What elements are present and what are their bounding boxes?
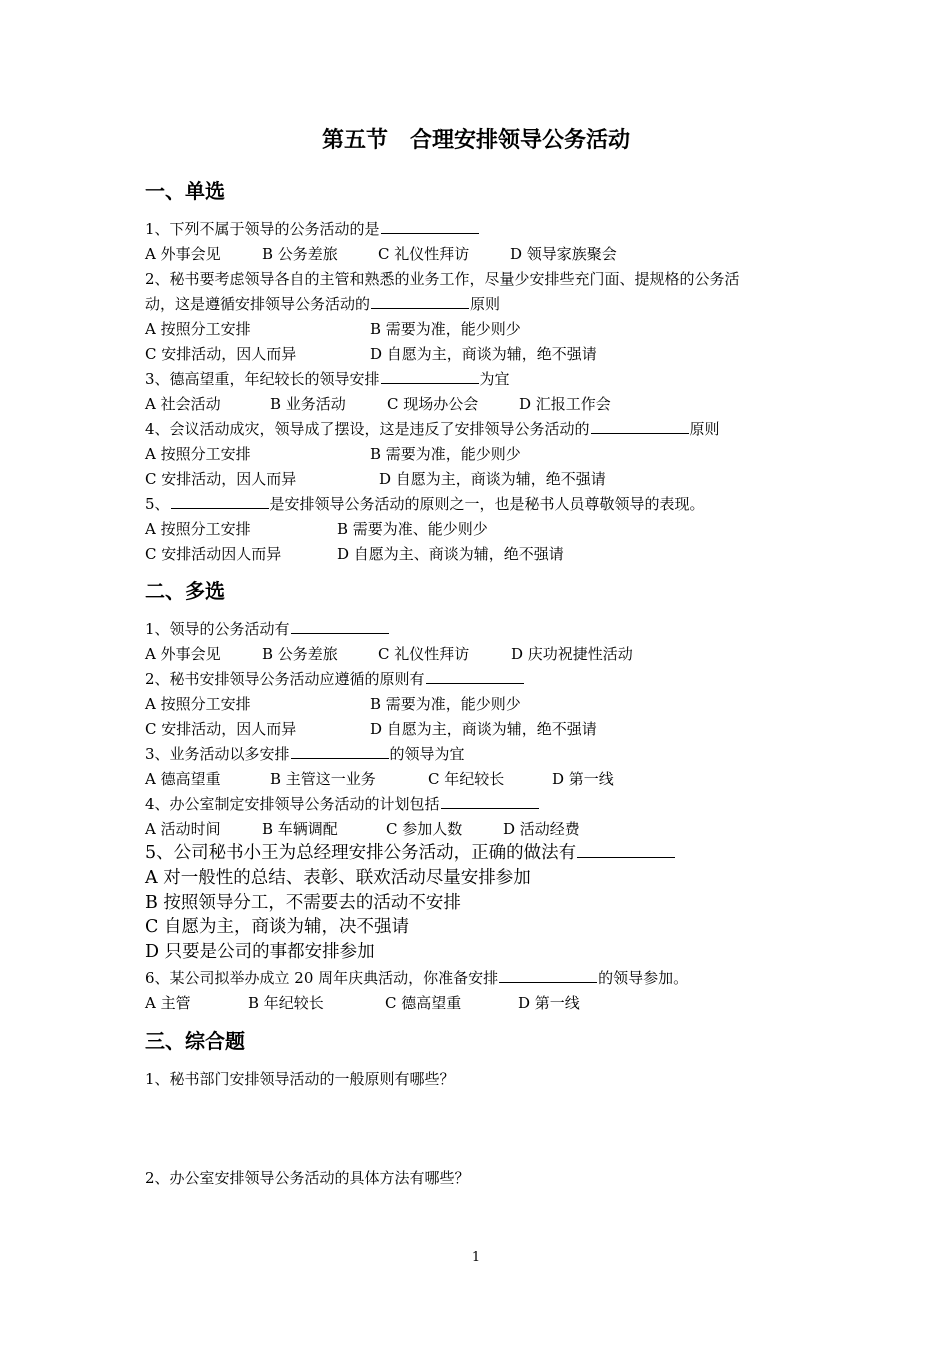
answer-blank (171, 494, 269, 509)
question-single-3 (145, 369, 510, 389)
option-c: C 安排活动，因人而异 (145, 470, 297, 488)
question-stem-end: 为宜 (479, 370, 510, 388)
option-c: C 自愿为主，商谈为辅，决不强请 (145, 917, 409, 937)
option-b: B 车辆调配 (262, 820, 338, 838)
option-b: B 需要为准，能少则少 (370, 695, 521, 713)
option-c: C 德高望重 (385, 994, 462, 1012)
question-multi-6 (145, 968, 688, 988)
option-a: A 按照分工安排 (145, 520, 251, 538)
option-d: D 自愿为主，商谈为辅，绝不强请 (370, 720, 597, 738)
answer-blank (426, 669, 524, 684)
question-stem: 3、德高望重，年纪较长的领导安排 (145, 370, 380, 388)
answer-blank (441, 794, 539, 809)
option-d: D 第一线 (552, 770, 614, 788)
question-comprehensive-2: 2、办公室安排领导公务活动的具体方法有哪些？ (145, 1169, 470, 1187)
section-heading-comprehensive: 三、综合题 (145, 1029, 245, 1053)
option-d: D 第一线 (518, 994, 580, 1012)
answer-blank (291, 744, 389, 759)
answer-blank (577, 843, 675, 858)
question-stem: 2、秘书安排领导公务活动应遵循的原则有 (145, 670, 425, 688)
answer-blank (291, 619, 389, 634)
option-b: B 需要为准，能少则少 (370, 445, 521, 463)
answer-blank (381, 219, 479, 234)
option-d: D 汇报工作会 (519, 395, 611, 413)
option-b: B 业务活动 (270, 395, 346, 413)
question-stem-end: 的领导参加。 (598, 969, 689, 987)
option-b: B 需要为准、能少则少 (337, 520, 488, 538)
answer-blank (381, 369, 479, 384)
option-a: A 对一般性的总结、表彰、联欢活动尽量安排参加 (145, 868, 531, 888)
section-heading-single-choice: 一、单选 (145, 179, 225, 203)
question-multi-3 (145, 744, 465, 764)
answer-blank (591, 419, 689, 434)
option-a: A 按照分工安排 (145, 445, 251, 463)
option-c: C 礼仪性拜访 (378, 245, 470, 263)
option-c: C 安排活动因人而异 (145, 545, 282, 563)
option-b: B 公务差旅 (262, 645, 338, 663)
page-number: 1 (471, 1250, 481, 1265)
option-a: A 主管 (145, 994, 191, 1012)
question-single-5 (145, 494, 705, 514)
option-c: C 安排活动，因人而异 (145, 720, 297, 738)
option-b: B 主管这一业务 (270, 770, 376, 788)
option-d: D 自愿为主、商谈为辅，绝不强请 (337, 545, 564, 563)
option-d: D 庆功祝捷性活动 (511, 645, 633, 663)
question-multi-1 (145, 619, 390, 639)
question-stem: 4、会议活动成灾，领导成了摆设，这是违反了安排领导公务活动的 (145, 420, 590, 438)
answer-blank (499, 968, 597, 983)
page-title: 第五节 合理安排领导公务活动 (321, 128, 630, 153)
option-c: C 现场办公会 (387, 395, 479, 413)
option-a: A 德高望重 (145, 770, 221, 788)
option-b: B 年纪较长 (248, 994, 324, 1012)
option-d: D 自愿为主，商谈为辅，绝不强请 (370, 345, 597, 363)
option-d: D 活动经费 (503, 820, 580, 838)
question-multi-4 (145, 794, 540, 814)
question-stem: 5、 (145, 495, 170, 513)
answer-blank (371, 294, 469, 309)
option-b: B 需要为准，能少则少 (370, 320, 521, 338)
question-stem: 动，这是遵循安排领导公务活动的 (145, 295, 371, 313)
question-stem: 1、领导的公务活动有 (145, 620, 290, 638)
question-multi-5 (145, 841, 676, 865)
option-c: C 安排活动，因人而异 (145, 345, 297, 363)
question-stem: 5、公司秘书小王为总经理安排公务活动，正确的做法有 (145, 843, 577, 863)
option-b: B 按照领导分工，不需要去的活动不安排 (145, 893, 461, 913)
question-stem: 3、业务活动以多安排 (145, 745, 290, 763)
option-d: D 领导家族聚会 (510, 245, 617, 263)
question-single-2-line1: 2、秘书要考虑领导各自的主管和熟悉的业务工作，尽量少安排些充门面、提规格的公务活 (145, 270, 740, 288)
question-stem: 4、办公室制定安排领导公务活动的计划包括 (145, 795, 440, 813)
option-a: A 外事会见 (145, 645, 221, 663)
option-c: C 年纪较长 (428, 770, 505, 788)
question-stem-end: 原则 (689, 420, 720, 438)
question-stem-end: 原则 (470, 295, 501, 313)
question-stem-end: 的领导为宜 (389, 745, 465, 763)
option-a: A 活动时间 (145, 820, 221, 838)
option-c: C 参加人数 (386, 820, 463, 838)
section-heading-multiple-choice: 二、多选 (145, 579, 225, 603)
option-d: D 自愿为主，商谈为辅，绝不强请 (379, 470, 606, 488)
question-single-4 (145, 419, 720, 439)
question-multi-2 (145, 669, 525, 689)
question-stem: 1、下列不属于领导的公务活动的是 (145, 220, 380, 238)
option-a: A 外事会见 (145, 245, 221, 263)
option-a: A 社会活动 (145, 395, 221, 413)
option-a: A 按照分工安排 (145, 695, 251, 713)
option-b: B 公务差旅 (262, 245, 338, 263)
question-stem-end: 是安排领导公务活动的原则之一，也是秘书人员尊敬领导的表现。 (269, 495, 705, 513)
option-c: C 礼仪性拜访 (378, 645, 470, 663)
question-stem: 6、某公司拟举办成立 20 周年庆典活动，你准备安排 (145, 969, 499, 987)
option-d: D 只要是公司的事都安排参加 (145, 942, 375, 962)
question-comprehensive-1: 1、秘书部门安排领导活动的一般原则有哪些？ (145, 1070, 455, 1088)
question-single-2-line2 (145, 294, 500, 314)
question-single-1 (145, 219, 480, 239)
option-a: A 按照分工安排 (145, 320, 251, 338)
